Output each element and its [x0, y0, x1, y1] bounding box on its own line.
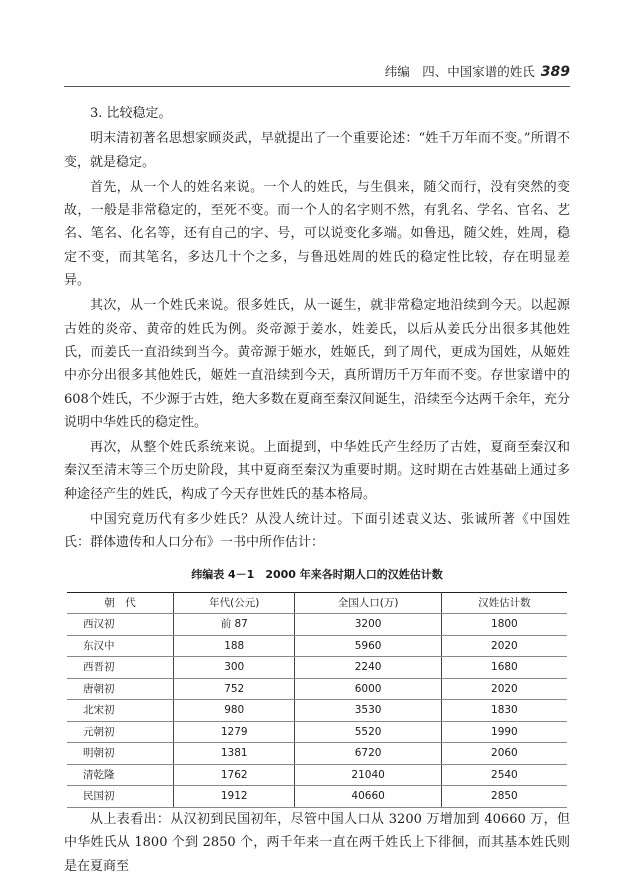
table-cell: 188 [174, 635, 295, 657]
table-cell: 1912 [174, 786, 295, 808]
table-row [67, 721, 567, 743]
table-cell: 5520 [295, 721, 441, 743]
table-row [67, 635, 567, 657]
table-header-row [67, 592, 567, 614]
paragraph-heading: 3. 比较稳定。 [90, 106, 172, 121]
column-header: 朝 代 [67, 592, 174, 614]
paragraph: 首先，从一个人的姓名来说。一个人的姓氏，与生俱来，随父而行，没有突然的变故，一般是非常稳定的，至死不变。而一个人的名字则不然，有乳名、学名、官名、艺名、笔名、化名等，还有自己的字、号，可以说变化多端。如鲁迅，随父姓，姓周，稳定不变，而其笔名，多达几十个之多，与鲁迅姓周的姓氏的稳定性比较，存在明显差异。 [64, 179, 570, 289]
table-cell: 前 87 [174, 614, 295, 636]
table-row [67, 764, 567, 786]
column-header: 汉姓估计数 [441, 592, 567, 614]
table-cell: 2020 [441, 635, 567, 657]
table-row [67, 743, 567, 765]
table-cell: 2240 [295, 657, 441, 679]
table-cell: 2020 [441, 678, 567, 700]
running-title: 纬编 四、中国家谱的姓氏 [384, 64, 535, 79]
table-cell: 3530 [295, 700, 441, 722]
closing-paragraph: 从上表看出：从汉初到民国初年，尽管中国人口从 3200 万增加到 40660 万，但中华姓氏从 1800 个到 2850 个，两千年来一直在两千姓氏上下徘徊，而其基本姓氏则是在夏商至 [64, 811, 570, 874]
table-cell: 40660 [295, 786, 441, 808]
table-cell: 1381 [174, 743, 295, 765]
table-cell: 元朝初 [67, 721, 174, 743]
column-header: 年代(公元) [174, 592, 295, 614]
table-row [67, 657, 567, 679]
body-text [64, 102, 570, 878]
column-header: 全国人口(万) [295, 592, 441, 614]
table-cell: 唐朝初 [67, 678, 174, 700]
table-cell: 1990 [441, 721, 567, 743]
table-cell: 民国初 [67, 786, 174, 808]
table-row [67, 786, 567, 808]
table-cell: 21040 [295, 764, 441, 786]
running-header [64, 62, 570, 80]
population-surname-table [67, 592, 567, 808]
paragraph: 再次，从整个姓氏系统来说。上面提到，中华姓氏产生经历了古姓，夏商至秦汉和秦汉至清末等三个历史阶段，其中夏商至秦汉为重要时期。这时期在古姓基础上通过多种途径产生的姓氏，构成了今天存世姓氏的基本格局。 [64, 440, 570, 502]
table-cell: 6720 [295, 743, 441, 765]
page-number: 389 [540, 64, 570, 80]
table-cell: 东汉中 [67, 635, 174, 657]
table-cell: 2540 [441, 764, 567, 786]
table-cell: 清乾隆 [67, 764, 174, 786]
table-cell: 1762 [174, 764, 295, 786]
table-cell: 北宋初 [67, 700, 174, 722]
table-row [67, 678, 567, 700]
table-cell: 6000 [295, 678, 441, 700]
table-cell: 1830 [441, 700, 567, 722]
table-cell: 752 [174, 678, 295, 700]
table-cell: 5960 [295, 635, 441, 657]
table-cell: 980 [174, 700, 295, 722]
table-cell: 2850 [441, 786, 567, 808]
table-cell: 1680 [441, 657, 567, 679]
header-rule [64, 86, 570, 87]
table-cell: 西汉初 [67, 614, 174, 636]
table-cell: 3200 [295, 614, 441, 636]
table-cell: 西晋初 [67, 657, 174, 679]
table-cell: 明朝初 [67, 743, 174, 765]
paragraph: 中国究竟历代有多少姓氏？从没人统计过。下面引述袁义达、张诚所著《中国姓氏：群体遗传和人口分布》一书中所作估计： [64, 512, 570, 551]
table-cell: 1800 [441, 614, 567, 636]
table-cell: 1279 [174, 721, 295, 743]
table-title: 纬编表 4－1 2000 年来各时期人口的汉姓估计数 [191, 567, 443, 581]
table-cell: 300 [174, 657, 295, 679]
table-row [67, 700, 567, 722]
paragraph: 明末清初著名思想家顾炎武，早就提出了一个重要论述：“姓千万年而不变。”所谓不变，就是稳定。 [64, 131, 570, 170]
paragraph: 其次，从一个姓氏来说。很多姓氏，从一诞生，就非常稳定地沿续到今天。以起源古姓的炎帝、黄帝的姓氏为例。炎帝源于姜水，姓姜氏，以后从姜氏分出很多其他姓氏，而姜氏一直沿续到当今。黄帝源于姬水，姓姬氏，到了周代，更成为国姓，从姬姓中亦分出很多其他姓氏，姬姓一直沿续到今天，真所谓历千万年而不变。存世家谱中的608个姓氏，不少源于古姓，绝大多数在夏商至秦汉间诞生，沿续至今达两千余年，充分说明中华姓氏的稳定性。 [64, 298, 570, 430]
table-row [67, 614, 567, 636]
table-cell: 2060 [441, 743, 567, 765]
